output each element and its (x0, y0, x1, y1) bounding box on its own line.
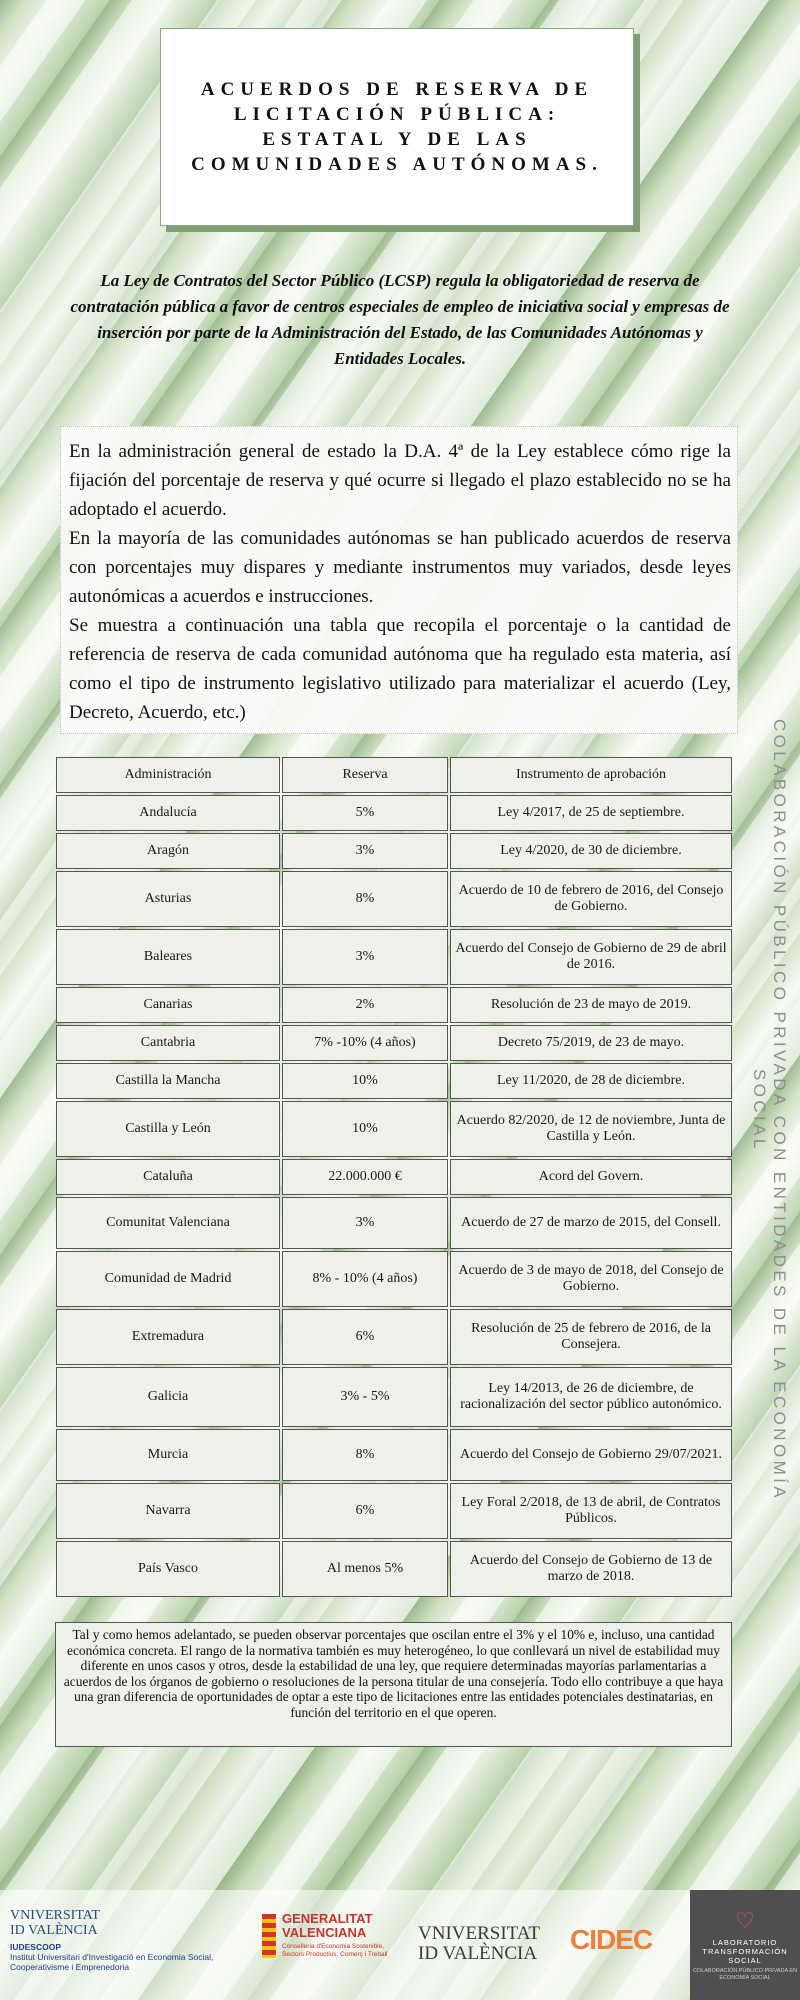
senyera-icon (262, 1914, 276, 1958)
generalitat-name: GENERALITAT VALENCIANA (282, 1911, 373, 1940)
paragraph: En la administración general de estado la D.A. 4ª de la Ley establece cómo rige la fijación del porcentaje de reserva y qué ocurre si llegado el plazo establecido no se ha adoptado el acuerdo. (69, 441, 731, 520)
uv-line2: ID VALÈNCIA (418, 1943, 538, 1964)
cell-administracion: Castilla la Mancha (56, 1063, 280, 1099)
title-box (160, 28, 634, 226)
table-row (56, 987, 732, 1023)
table-row (56, 1483, 732, 1539)
cell-instrumento: Resolución de 23 de mayo de 2019. (450, 987, 732, 1023)
iudescoop-sub: Institut Universitari d'Investigació en Economia Social, Cooperativisme i Emprenedoria (10, 1952, 214, 1972)
cell-administracion: Aragón (56, 833, 280, 869)
cell-reserva: 22.000.000 € (282, 1159, 448, 1195)
laboratorio-logo (690, 1890, 800, 2000)
heartbeat-icon: ♡ (735, 1908, 755, 1933)
header-administracion: Administración (56, 757, 280, 793)
cidec-logo: CIDEC (570, 1924, 653, 1955)
table-row (56, 1101, 732, 1157)
cell-instrumento: Acuerdo del Consejo de Gobierno de 29 de abril de 2016. (450, 929, 732, 985)
cell-administracion: Comunitat Valenciana (56, 1197, 280, 1249)
cell-administracion: Galicia (56, 1367, 280, 1427)
cell-instrumento: Acuerdo del Consejo de Gobierno 29/07/2021. (450, 1429, 732, 1481)
generalitat-sub: Conselleria d'Economia Sostenible, Sectors Productius, Comerç i Treball (282, 1943, 388, 1958)
cell-administracion: Cantabria (56, 1025, 280, 1061)
cell-instrumento: Resolución de 25 de febrero de 2016, de la Consejera. (450, 1309, 732, 1365)
cell-administracion: Canarias (56, 987, 280, 1023)
cell-reserva: 10% (282, 1101, 448, 1157)
intro-text: La Ley de Contratos del Sector Público (LCSP) regula la obligatoriedad de reserva de contratación pública a favor de centros especiales de empleo de iniciativa social y empresas de inserción por parte de la Administración del Estado, de las Comunidades Autónomas y Entidades Locales. (70, 271, 730, 368)
iudescoop-acronym: IUDESCOOP (10, 1942, 62, 1952)
table-row (56, 1025, 732, 1061)
cell-reserva: 8% (282, 871, 448, 927)
table-row (56, 871, 732, 927)
table-row (56, 833, 732, 869)
cell-reserva: 3% (282, 833, 448, 869)
cell-instrumento: Ley 4/2017, de 25 de septiembre. (450, 795, 732, 831)
cell-instrumento: Acuerdo 82/2020, de 12 de noviembre, Junta de Castilla y León. (450, 1101, 732, 1157)
table-row (56, 1159, 732, 1195)
table-header-row (56, 757, 732, 793)
cell-instrumento: Ley 4/2020, de 30 de diciembre. (450, 833, 732, 869)
cell-instrumento: Acuerdo de 10 de febrero de 2016, del Consejo de Gobierno. (450, 871, 732, 927)
explanation-box (60, 426, 738, 734)
paragraph: Se muestra a continuación una tabla que recopila el porcentaje o la cantidad de referencia de reserva de cada comunidad autónoma que ha regulado esta materia, así como el tipo de instrumento legislativo utilizado para materializar el acuerdo (Ley, Decreto, Acuerdo, etc.) (69, 615, 731, 723)
cell-reserva: 6% (282, 1483, 448, 1539)
cell-instrumento: Acuerdo de 27 de marzo de 2015, del Consell. (450, 1197, 732, 1249)
cell-administracion: Navarra (56, 1483, 280, 1539)
cell-reserva: 6% (282, 1309, 448, 1365)
cell-instrumento: Acord del Govern. (450, 1159, 732, 1195)
cell-instrumento: Acuerdo del Consejo de Gobierno de 13 de marzo de 2018. (450, 1541, 732, 1597)
uv-name-line1: VNIVERSITAT (10, 1908, 100, 1923)
cell-administracion: Cataluña (56, 1159, 280, 1195)
table-row (56, 1541, 732, 1597)
cell-instrumento: Acuerdo de 3 de mayo de 2018, del Consejo de Gobierno. (450, 1251, 732, 1307)
lab-sub: COLABORACIÓN PÚBLICO PRIVADA EN ECONOMÍA SOCIAL (692, 1968, 798, 1981)
paragraph: En la mayoría de las comunidades autónomas se han publicado acuerdos de reserva con porcentajes muy dispares y mediante instrumentos muy variados, desde leyes autonómicas a acuerdos e instrucciones. (69, 528, 731, 607)
iudescoop-logo (10, 1908, 240, 1972)
header-reserva: Reserva (282, 757, 448, 793)
cell-administracion: Murcia (56, 1429, 280, 1481)
cell-instrumento: Ley 11/2020, de 28 de diciembre. (450, 1063, 732, 1099)
cell-administracion: Castilla y León (56, 1101, 280, 1157)
table-row (56, 1063, 732, 1099)
cell-reserva: 3% (282, 929, 448, 985)
table-row (56, 1197, 732, 1249)
uv-name-line2: ID VALÈNCIA (10, 1923, 98, 1938)
logo-footer (0, 1890, 800, 2000)
cell-reserva: 8% (282, 1429, 448, 1481)
cell-reserva: 7% -10% (4 años) (282, 1025, 448, 1061)
uv-logo (418, 1924, 540, 1964)
reserva-table (54, 755, 734, 1599)
cell-reserva: 5% (282, 795, 448, 831)
cell-instrumento: Ley Foral 2/2018, de 13 de abril, de Contratos Públicos. (450, 1483, 732, 1539)
header-instrumento: Instrumento de aprobación (450, 757, 732, 793)
cell-administracion: Baleares (56, 929, 280, 985)
cell-reserva: 8% - 10% (4 años) (282, 1251, 448, 1307)
cell-reserva: Al menos 5% (282, 1541, 448, 1597)
table-row (56, 1309, 732, 1365)
table-row (56, 929, 732, 985)
cell-reserva: 3% (282, 1197, 448, 1249)
cell-administracion: Comunidad de Madrid (56, 1251, 280, 1307)
table-row (56, 1429, 732, 1481)
page-title: ACUERDOS DE RESERVA DE LICITACIÓN PÚBLICA: ESTATAL Y DE LAS COMUNIDADES AUTÓNOMAS. (191, 79, 603, 175)
cell-reserva: 2% (282, 987, 448, 1023)
cell-instrumento: Ley 14/2013, de 26 de diciembre, de racionalización del sector público autonómico. (450, 1367, 732, 1427)
table-row (56, 795, 732, 831)
table-row (56, 1367, 732, 1427)
cell-instrumento: Decreto 75/2019, de 23 de mayo. (450, 1025, 732, 1061)
cell-administracion: Extremadura (56, 1309, 280, 1365)
cell-administracion: Andalucía (56, 795, 280, 831)
cell-reserva: 10% (282, 1063, 448, 1099)
uv-line1: VNIVERSITAT (418, 1923, 540, 1944)
side-vertical-text: COLABORACIÓN PÚBLICO PRIVADA CON ENTIDADES DE LA ECONOMÍA SOCIAL (750, 718, 789, 1501)
lab-title: LABORATORIO TRANSFORMACIÓN SOCIAL (702, 1938, 788, 1965)
table-row (56, 1251, 732, 1307)
conclusion-note: Tal y como hemos adelantado, se pueden observar porcentajes que oscilan entre el 3% y el 10% e, incluso, una cantidad económica concreta. El rango de la normativa también es muy heterogéneo, lo que conllevará un nivel de estabilidad muy diferente en unos casos y otros, desde la estabilidad de una ley, que requiere determinadas mayorías parlamentarias a acuerdos de los órganos de gobierno o resoluciones de la persona titular de una consejería. Todo ello contribuye a que haya una gran diferencia de oportunidades de optar a este tipo de licitaciones entre las entidades potenciales destinatarias, en función del territorio en el que operen. (55, 1622, 732, 1747)
cell-administracion: Asturias (56, 871, 280, 927)
cell-reserva: 3% - 5% (282, 1367, 448, 1427)
cell-administracion: País Vasco (56, 1541, 280, 1597)
